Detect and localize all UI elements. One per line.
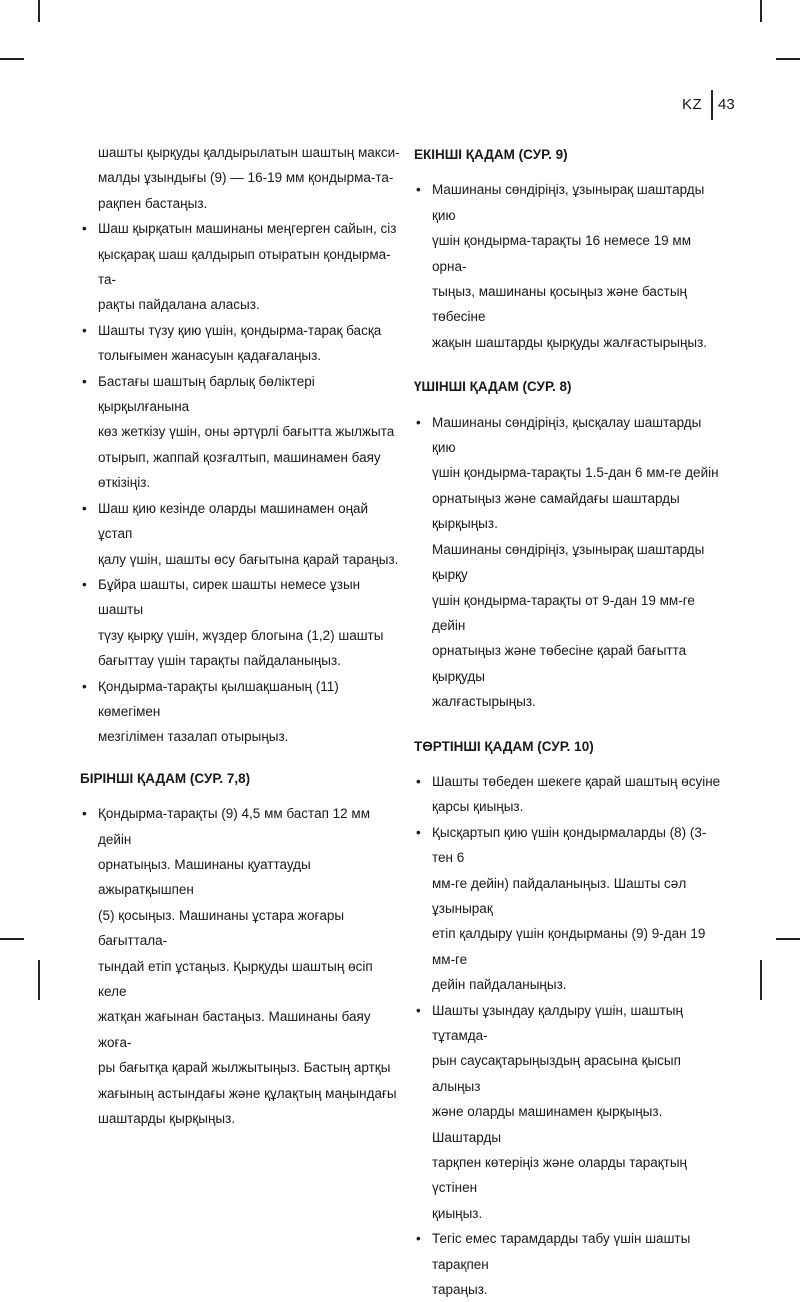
text-line: мм-ге дейін) пайдаланыңыз. Шашты сәл ұзынырақ [432,875,687,916]
crop-mark [0,58,24,60]
text-line: Машинаны сөндіріңіз, ұзынырақ шаштарды қию [432,182,705,223]
text-line: және оларды машинамен қырқыңыз. Шаштарды [432,1104,663,1145]
page-number: 43 [718,96,735,113]
text-line: орнатыңыз және самайдағы шаштарды қырқыңыз. [432,490,680,532]
list-item [80,369,400,496]
text-line: Машинаны сөндіріңіз, қысқалау шаштарды қию [432,414,702,456]
text-line: тарқпен көтеріңіз және оларды тарақтың үстінен [432,1155,688,1196]
left-column [80,140,400,1131]
text-line: дейін пайдаланыңыз. [432,977,567,993]
text-line: өткізіңіз. [98,475,151,491]
crop-mark [776,938,800,940]
text-line: толығымен жанасуын қадағалаңыз. [98,348,322,364]
text-line: Бұйра шашты, сирек шашты немесе ұзын шашты [98,576,361,618]
list-item [80,496,400,572]
text-line: малды ұзындығы (9) — 16-19 мм қондырма-та- [98,170,394,186]
bullet-icon: • [416,824,421,840]
text-line: шаштарды қырқыңыз. [98,1111,236,1127]
text-line: тындай етіп ұстаңыз. Қырқуды шаштың өсіп келе [98,958,373,999]
text-line: Шашты төбеден шекеге қарай шаштың өсуіне [432,773,721,789]
list-item [414,1226,724,1302]
text-line: Шаш қию кезінде оларды машинамен оңай ұстап [98,500,369,542]
text-line: тараңыз. [432,1282,488,1298]
section-heading: БІРІНШІ ҚАДАМ (СУР. 7,8) [80,770,251,786]
text-line: отырып, жаппай қозғалтып, машинамен баяу [98,449,381,465]
bullet-icon: • [82,806,87,822]
text-line: шашты қырқуды қалдырылатын шаштың макси- [98,145,400,160]
crop-mark [0,938,24,940]
bullet-icon: • [82,500,87,516]
text-line: рақпен бастаңыз. [98,195,208,211]
bullet-icon: • [416,182,421,198]
list-item [414,998,724,1227]
section-heading: ТӨРТІНШІ ҚАДАМ (СУР. 10) [414,738,594,754]
text-line: көз жеткізу үшін, оны әртүрлі бағытта жылжыта [98,424,395,440]
text-line: жағының астындағы және құлақтың маңындағы [98,1085,397,1101]
text-line: (5) қосыңыз. Машинаны ұстара жоғары бағытталa- [98,907,345,949]
language-code: KZ [682,96,703,113]
text-line: түзу қырқу үшін, жүздер блогына (1,2) шашты [98,627,384,643]
list-item [80,674,400,750]
text-line: Қондырма-тарақты қылшақшаның (11) көмегімен [98,678,339,719]
crop-mark [38,0,40,22]
crop-mark [776,58,800,60]
bullet-icon: • [416,1231,421,1247]
list-item [80,572,400,674]
section-heading: ҮШІНШІ ҚАДАМ (СУР. 8) [414,379,572,395]
list-item [80,801,400,1131]
text-line: жақын шаштарды қырқуды жалғастырыңыз. [432,334,708,350]
text-line: Шашты түзу қию үшін, қондырма-тарақ басқа [98,322,382,338]
list-item [414,769,724,820]
text-line: қысқарақ шаш қалдырып отыратын қондырма-та- [98,246,391,288]
text-line: Қысқартып қию үшін қондырмаларды (8) (3-тен 6 [432,824,707,866]
list-item [80,216,400,318]
text-line: мезгілімен тазалап отырыңыз. [98,729,289,745]
bullet-icon: • [416,1002,421,1018]
bullet-icon: • [82,322,87,338]
intro-paragraph [80,140,400,216]
text-line: жатқан жағынан бастаңыз. Машинаны баяу жоға- [98,1009,371,1050]
list-item [414,820,724,998]
text-line: тыңыз, машинаны қосыңыз және бастың төбесіне [432,284,688,325]
section-heading: ЕКІНШІ ҚАДАМ (СУР. 9) [414,147,568,162]
text-line: рақты пайдалана аласыз. [98,297,260,313]
list-item [414,410,724,715]
text-line: Қондырма-тарақты (9) 4,5 мм бастап 12 мм дейін [98,806,370,847]
text-line: қарсы қиыңыз. [432,799,524,815]
bullet-icon: • [82,373,87,389]
text-line: бағыттау үшін тарақты пайдаланыңыз. [98,653,341,669]
bullet-icon: • [82,221,87,237]
text-line: ры бағытқа қарай жылжытыңыз. Бастың артқы [98,1060,391,1076]
text-line: қиыңыз. [432,1205,483,1221]
text-line: орнатыңыз және төбесіне қарай бағытта қырқуды [432,643,687,684]
text-line: орнатыңыз. Машинаны қуаттауды ажыратқышпен [98,856,311,898]
page-header [668,88,748,124]
text-line: Машинаны сөндіріңіз, ұзынырақ шаштарды қырқу [432,541,705,583]
text-line: жалғастырыңыз. [432,694,536,710]
text-line: Бастағы шаштың барлық бөліктері қырқылғанына [98,373,315,415]
list-item [80,318,400,369]
text-line: қалу үшін, шашты өсу бағытына қарай тараңыз. [98,551,399,567]
text-line: Шаш қырқатын машинаны меңгерген сайын, сіз [98,221,397,237]
text-line: рын саусақтарыңыздың арасына қысып алыңыз [432,1053,681,1094]
crop-mark [760,0,762,22]
header-divider [711,90,713,120]
bullet-icon: • [82,576,87,592]
list-item [414,177,724,355]
text-line: үшін қондырма-тарақты 16 немесе 19 мм орна- [432,233,691,274]
bullet-icon: • [416,414,421,430]
text-line: үшін қондырма-тарақты от 9-дан 19 мм-ге дейін [432,592,695,633]
crop-mark [38,960,40,1000]
text-line: Тегіс емес тарамдарды табу үшін шашты тарақпен [432,1231,691,1272]
right-column [414,142,724,1302]
bullet-icon: • [82,678,87,694]
crop-mark [760,960,762,1000]
text-line: Шашты ұзындау қалдыру үшін, шаштың тұтамда- [432,1002,683,1043]
text-line: етіп қалдыру үшін қондырманы (9) 9-дан 19 мм-ге [432,926,706,967]
text-line: үшін қондырма-тарақты 1.5-дан 6 мм-ге дейін [432,465,719,481]
bullet-icon: • [416,773,421,789]
